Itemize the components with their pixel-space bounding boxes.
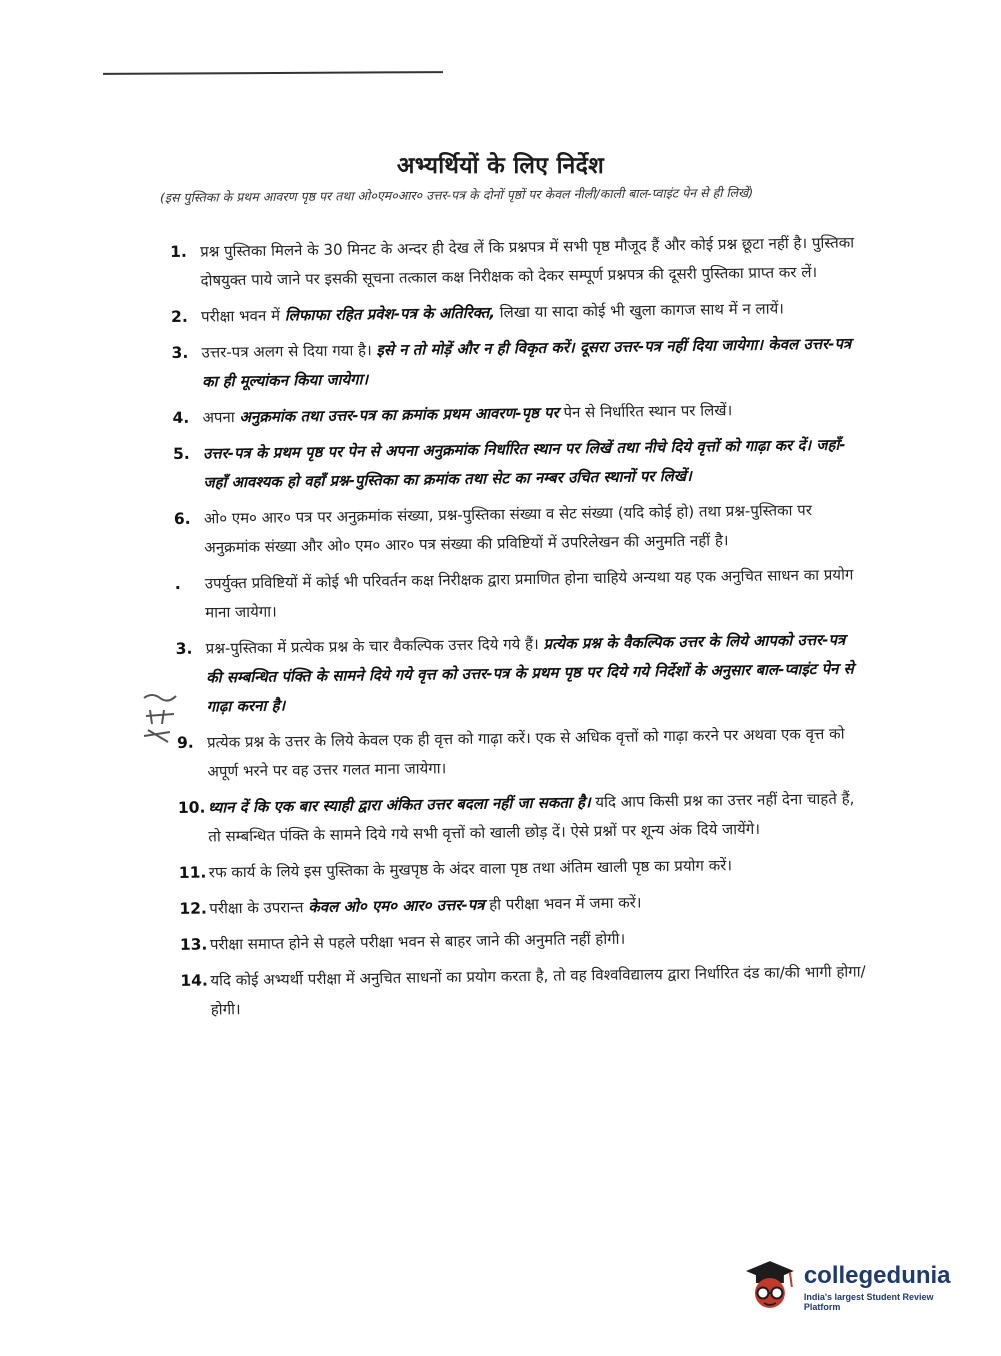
- instruction-number: 14.: [180, 971, 208, 990]
- student-mascot-icon: [742, 1257, 798, 1317]
- instructions-list: [170, 228, 871, 1032]
- instruction-item: [177, 719, 868, 787]
- text-run: उत्तर-पत्र अलग से दिया गया है।: [201, 341, 377, 362]
- text-run: लिखा या सादा कोई भी खुला कागज साथ में न लायें।: [494, 299, 785, 322]
- emphasis-text: इसे न तो मोड़ें और न ही विकृत करें। दूसरा उत्तर-पत्र नहीं दिया जायेगा। केवल उत्तर-पत्र का ही मूल्यांकन किया जायेगा।: [201, 334, 852, 391]
- text-run: परीक्षा भवन में: [200, 306, 285, 326]
- text-run: प्रश्न-पुस्तिका में प्रत्येक प्रश्न के चार वैकल्पिक उत्तर दिये गये हैं।: [205, 634, 544, 658]
- instruction-item: [178, 784, 869, 852]
- instruction-item: [171, 329, 862, 397]
- instruction-number: 5.: [172, 444, 190, 463]
- instruction-text: [208, 784, 869, 851]
- instruction-number: 9.: [176, 733, 194, 752]
- instruction-text: [202, 394, 862, 432]
- logo-text: [804, 1263, 972, 1312]
- instruction-item: [179, 885, 869, 924]
- brand-tagline: India's largest Student Review Platform: [803, 1291, 934, 1312]
- instruction-item: [175, 560, 866, 628]
- emphasis-text: उत्तर-पत्र के प्रथम पृष्ठ पर पेन से अपना अनुक्रमांक निर्धारित स्थान पर लिखें तथा नीचे दिये वृत्तों को गाढ़ा कर दें। जहाँ-जहाँ आवश्यक हो वहाँ प्रश्न-पुस्तिका का क्रमांक तथा सेट का नम्बर उचित स्थानों पर लिखें।: [202, 435, 846, 492]
- emphasis-text: अनुक्रमांक तथा उत्तर-पत्र का क्रमांक प्रथम आवरण-पृष्ठ पर: [239, 403, 559, 427]
- emphasis-text: केवल ओ० एम० आर० उत्तर-पत्र: [308, 895, 485, 917]
- instruction-text: परीक्षा समाप्त होने से पहले परीक्षा भवन से बाहर जाने की अनुमति नहीं होगी।: [209, 929, 626, 954]
- text-run: अपना: [202, 408, 240, 427]
- emphasis-text: प्रत्येक प्रश्न के वैकल्पिक उत्तर के लिये आपको उत्तर-पत्र की सम्बन्धित पंक्ति के सामने दिये गये वृत्त को उत्तर-पत्र के प्रथम पृष्ठ पर दिये गये निर्देशों के अनुसार बाल-प्वाइंट पेन से गाढ़ा करना है।: [206, 630, 854, 716]
- margin-scribble: [140, 690, 180, 750]
- instruction-text: [203, 430, 864, 497]
- instruction-number: 1.: [170, 242, 188, 261]
- instruction-text: [206, 625, 867, 721]
- instruction-text: उपर्युक्त प्रविष्टियों में कोई भी परिवर्तन कक्ष निरीक्षक द्वारा प्रमाणित होना चाहिये अन्यथा यह एक अनुचित साधन का प्रयोग माना जायेगा।: [204, 565, 854, 622]
- collegedunia-watermark: [742, 1252, 972, 1322]
- page-subtitle: (इस पुस्तिका के प्रथम आवरण पृष्ठ पर तथा ओ०एम०आर० उत्तर-पत्र के दोनों पृष्ठों पर केवल नीली/काली बाल-प्वाइंट पेन से ही लिखें): [159, 184, 754, 206]
- instruction-text: ओ० एम० आर० पत्र पर अनुक्रमांक संख्या, प्रश्न-पुस्तिका संख्या व सेट संख्या (यदि कोई हो) तथा प्रश्न-पुस्तिका पर अनुक्रमांक संख्या और ओ० एम० आर० पत्र संख्या की प्रविष्टियों में उपरिलेखन की अनुमति नहीं है।: [203, 501, 813, 557]
- text-run: पेन से निर्धारित स्थान पर लिखें।: [558, 401, 733, 422]
- instruction-item: [174, 495, 865, 563]
- text-run: ही परीक्षा भवन में जमा करें।: [484, 893, 642, 914]
- instruction-number: 10.: [177, 798, 206, 817]
- instruction-number: 12.: [179, 899, 207, 918]
- instruction-number: .: [174, 574, 181, 593]
- instruction-text: यदि कोई अभ्यर्थी परीक्षा में अनुचित साधनों का प्रयोग करता है, तो वह विश्वविद्यालय द्वारा निर्धारित दंड का/की भागी होगा/होगी।: [210, 962, 866, 1019]
- text-run: यदि आप किसी प्रश्न का उत्तर नहीं देना चाहते हैं, तो सम्बन्धित पंक्ति के सामने दिये गये सभी वृत्तों को खाली छोड़ दें। ऐसे प्रश्नों पर शून्य अंक दिये जायेंगे।: [208, 789, 855, 846]
- emphasis-text: ध्यान दें कि एक बार स्याही द्वारा अंकित उत्तर बदला नहीं जा सकता है।: [207, 793, 591, 817]
- top-rule: [103, 71, 443, 75]
- instruction-item: [180, 921, 870, 960]
- instruction-number: 4.: [172, 408, 190, 427]
- instruction-item: [180, 957, 871, 1025]
- emphasis-text: लिफाफा रहित प्रवेश-पत्र के अतिरिक्त,: [284, 303, 496, 325]
- page-title: अभ्यर्थियों के लिए निर्देश: [396, 153, 605, 179]
- instruction-number: 11.: [178, 863, 207, 882]
- instruction-number: 13.: [179, 935, 208, 954]
- instruction-item: [173, 430, 864, 498]
- instruction-text: प्रश्न पुस्तिका मिलने के 30 मिनट के अन्दर ही देख लें कि प्रश्नपत्र में सभी पृष्ठ मौजूद हैं और कोई प्रश्न छूटा नहीं है। पुस्तिका दोषयुक्त पाये जाने पर इसकी सूचना तत्काल कक्ष निरीक्षक को देकर सम्पूर्ण प्रश्नपत्र की दूसरी पुस्तिका प्राप्त कर लें।: [200, 233, 855, 290]
- text-run: परीक्षा के उपरान्त: [209, 898, 309, 918]
- brand-name: collegedunia: [803, 1261, 951, 1289]
- instruction-number: 3.: [171, 343, 189, 362]
- instruction-item: [172, 394, 862, 433]
- instruction-number: 6.: [173, 509, 191, 528]
- instruction-number: 2.: [170, 307, 188, 326]
- instruction-item: [170, 228, 861, 296]
- instruction-text: [209, 885, 869, 923]
- instruction-text: रफ कार्य के लिये इस पुस्तिका के मुखपृष्ठ के अंदर वाला पृष्ठ तथा अंतिम खाली पृष्ठ का प्रयोग करें।: [208, 856, 733, 882]
- instruction-text: प्रत्येक प्रश्न के उत्तर के लिये केवल एक ही वृत्त को गाढ़ा करें। एक से अधिक वृत्तों को गाढ़ा करने पर अथवा एक वृत्त को अपूर्ण भरने पर वह उत्तर गलत माना जायेगा।: [206, 724, 845, 781]
- instruction-item: [179, 849, 869, 888]
- instruction-text: [201, 293, 861, 331]
- instruction-text: [201, 329, 862, 396]
- instruction-item: [171, 293, 861, 332]
- instruction-item: [176, 625, 867, 722]
- instruction-number: 3.: [175, 639, 193, 658]
